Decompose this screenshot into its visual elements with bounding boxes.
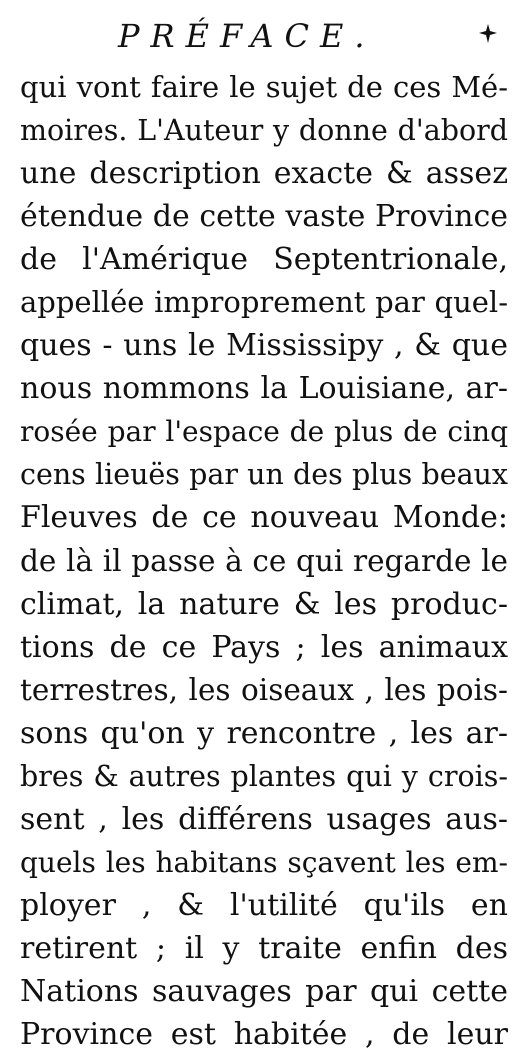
text-line: étendue de cette vaste Province (20, 199, 508, 235)
text-line: Fleuves de ce nouveau Monde: (20, 500, 508, 536)
text-line: sent , les différens usages aus- (20, 801, 508, 837)
text-line: tions de ce Pays ; les animaux (20, 629, 508, 665)
text-line: rosée par l'espace de plus de cinq (20, 415, 508, 449)
body-text (20, 66, 508, 1056)
text-line: Nations sauvages par qui cette (20, 973, 508, 1009)
text-line: sons qu'on y rencontre , les ar- (20, 715, 508, 751)
text-line: appellée improprement par quel- (20, 285, 508, 320)
cross-ornament-icon (476, 22, 500, 46)
text-line: quels les habitans sçavent les em- (20, 845, 508, 879)
running-title: PRÉFACE. (118, 17, 376, 55)
text-line: retirent ; il y traite enfin des (20, 930, 508, 966)
text-line: une description exacte & assez (20, 156, 508, 192)
page-header (0, 0, 524, 60)
text-line: cens lieuës par un des plus beaux (20, 458, 508, 492)
text-line: nous nommons la Louisiane, ar- (20, 371, 508, 407)
text-line: ployer , & l'utilité qu'ils en (20, 887, 508, 923)
text-line: bres & autres plantes qui y crois- (20, 759, 508, 793)
text-line: climat, la nature & les produc- (20, 586, 508, 622)
text-line: moires. L'Auteur y donne d'abord (20, 114, 508, 148)
text-line: de là il passe à ce qui regarde le (20, 543, 508, 578)
text-line: qui vont faire le sujet de ces Mé- (20, 70, 508, 104)
text-line: Province est habitée , de leur (20, 1017, 508, 1053)
text-line: de l'Amérique Septentrionale, (20, 242, 508, 278)
text-line: ques - uns le Mississipy , & que (20, 328, 508, 364)
text-line: terrestres, les oiseaux , les pois- (20, 672, 508, 707)
